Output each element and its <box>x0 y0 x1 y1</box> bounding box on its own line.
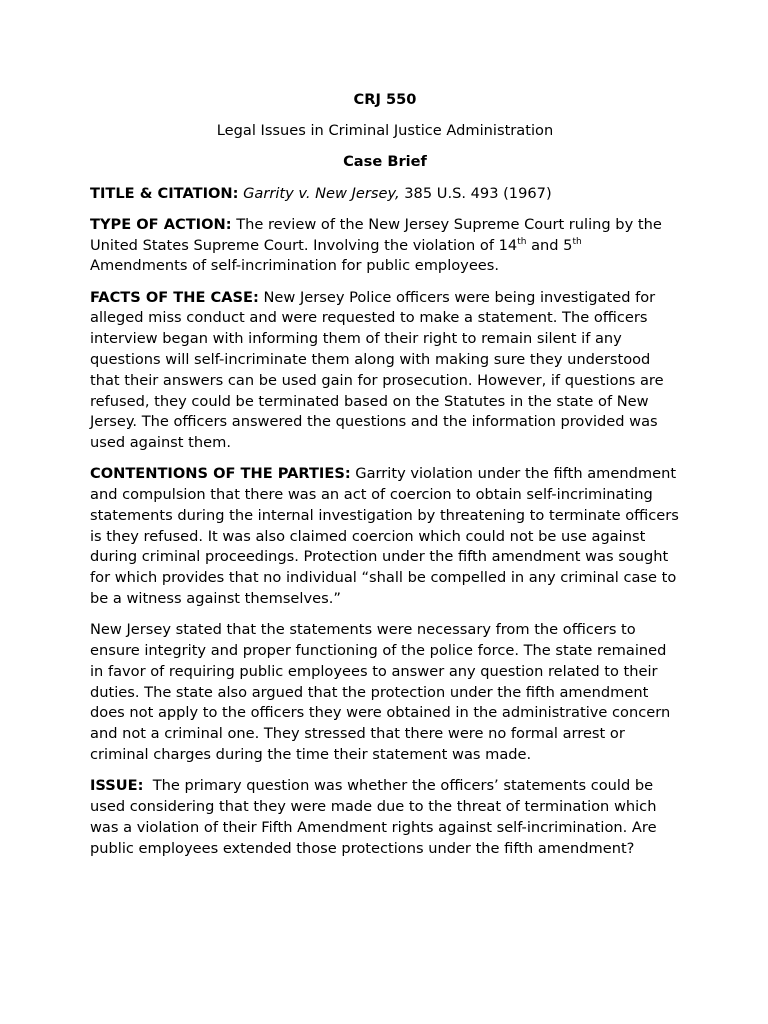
facts-paragraph <box>90 288 680 454</box>
superscript-th-2: th <box>572 236 582 247</box>
document-page <box>90 90 680 870</box>
case-citation: 385 U.S. 493 (1967) <box>399 184 552 202</box>
type-of-action-text-1: The review of the New Jersey Supreme Court ruling by the United States Supreme Court. Involving the violation of 14 <box>90 215 662 254</box>
issue-paragraph <box>90 776 680 859</box>
document-type-heading: Case Brief <box>343 153 427 171</box>
type-of-action-text-2: and 5 <box>526 236 573 254</box>
facts-label: FACTS OF THE CASE: <box>90 288 259 306</box>
case-name: Garrity v. New Jersey, <box>243 184 400 202</box>
state-position-paragraph: New Jersey stated that the statements were necessary from the officers to ensure integrity and proper functioning of the police force. The state remained in favor of requiring public employees to answer any question related to their duties. The state also argued that the protection under the fifth amendment does not apply to the officers they were obtained in the administrative concern and not a criminal one. They stressed that there were no formal arrest or criminal charges during the time their statement was made. <box>90 621 671 764</box>
superscript-th-1: th <box>517 236 527 247</box>
type-of-action-label: TYPE OF ACTION: <box>90 215 232 233</box>
type-of-action-paragraph <box>90 215 680 277</box>
title-citation-paragraph <box>90 184 680 205</box>
contentions-label: CONTENTIONS OF THE PARTIES: <box>90 465 351 483</box>
title-citation-label: TITLE & CITATION: <box>90 184 239 202</box>
facts-text: New Jersey Police officers were being investigated for alleged miss conduct and were requested to make a statement. The officers interview began with informing them of their right to remain silent if any questions will self-incriminate them along with making sure they understood that their answers can be used gain for prosecution. However, if questions are refused, they could be terminated based on the Statutes in the state of New Jersey. The officers answered the questions and the information provided was used against them. <box>90 288 664 452</box>
course-code: CRJ 550 <box>353 91 417 108</box>
issue-label: ISSUE: <box>90 777 144 795</box>
contentions-paragraph <box>90 464 680 610</box>
issue-text: The primary question was whether the officers’ statements could be used considering that they were made due to the threat of termination which was a violation of their Fifth Amendment rights against self-incrimination. Are public employees extended those protections under the fifth amendment? <box>90 777 662 857</box>
type-of-action-text-3: Amendments of self-incrimination for public employees. <box>90 257 500 275</box>
contentions-text: Garrity violation under the fifth amendment and compulsion that there was an act of coercion to obtain self-incriminating statements during the internal investigation by threatening to terminate officers is they refused. It was also claimed coercion which could not be use against during criminal proceedings. Protection under the fifth amendment was sought for which provides that no individual “shall be compelled in any criminal case to be a witness against themselves.” <box>90 465 679 608</box>
course-title: Legal Issues in Criminal Justice Administration <box>216 122 554 140</box>
